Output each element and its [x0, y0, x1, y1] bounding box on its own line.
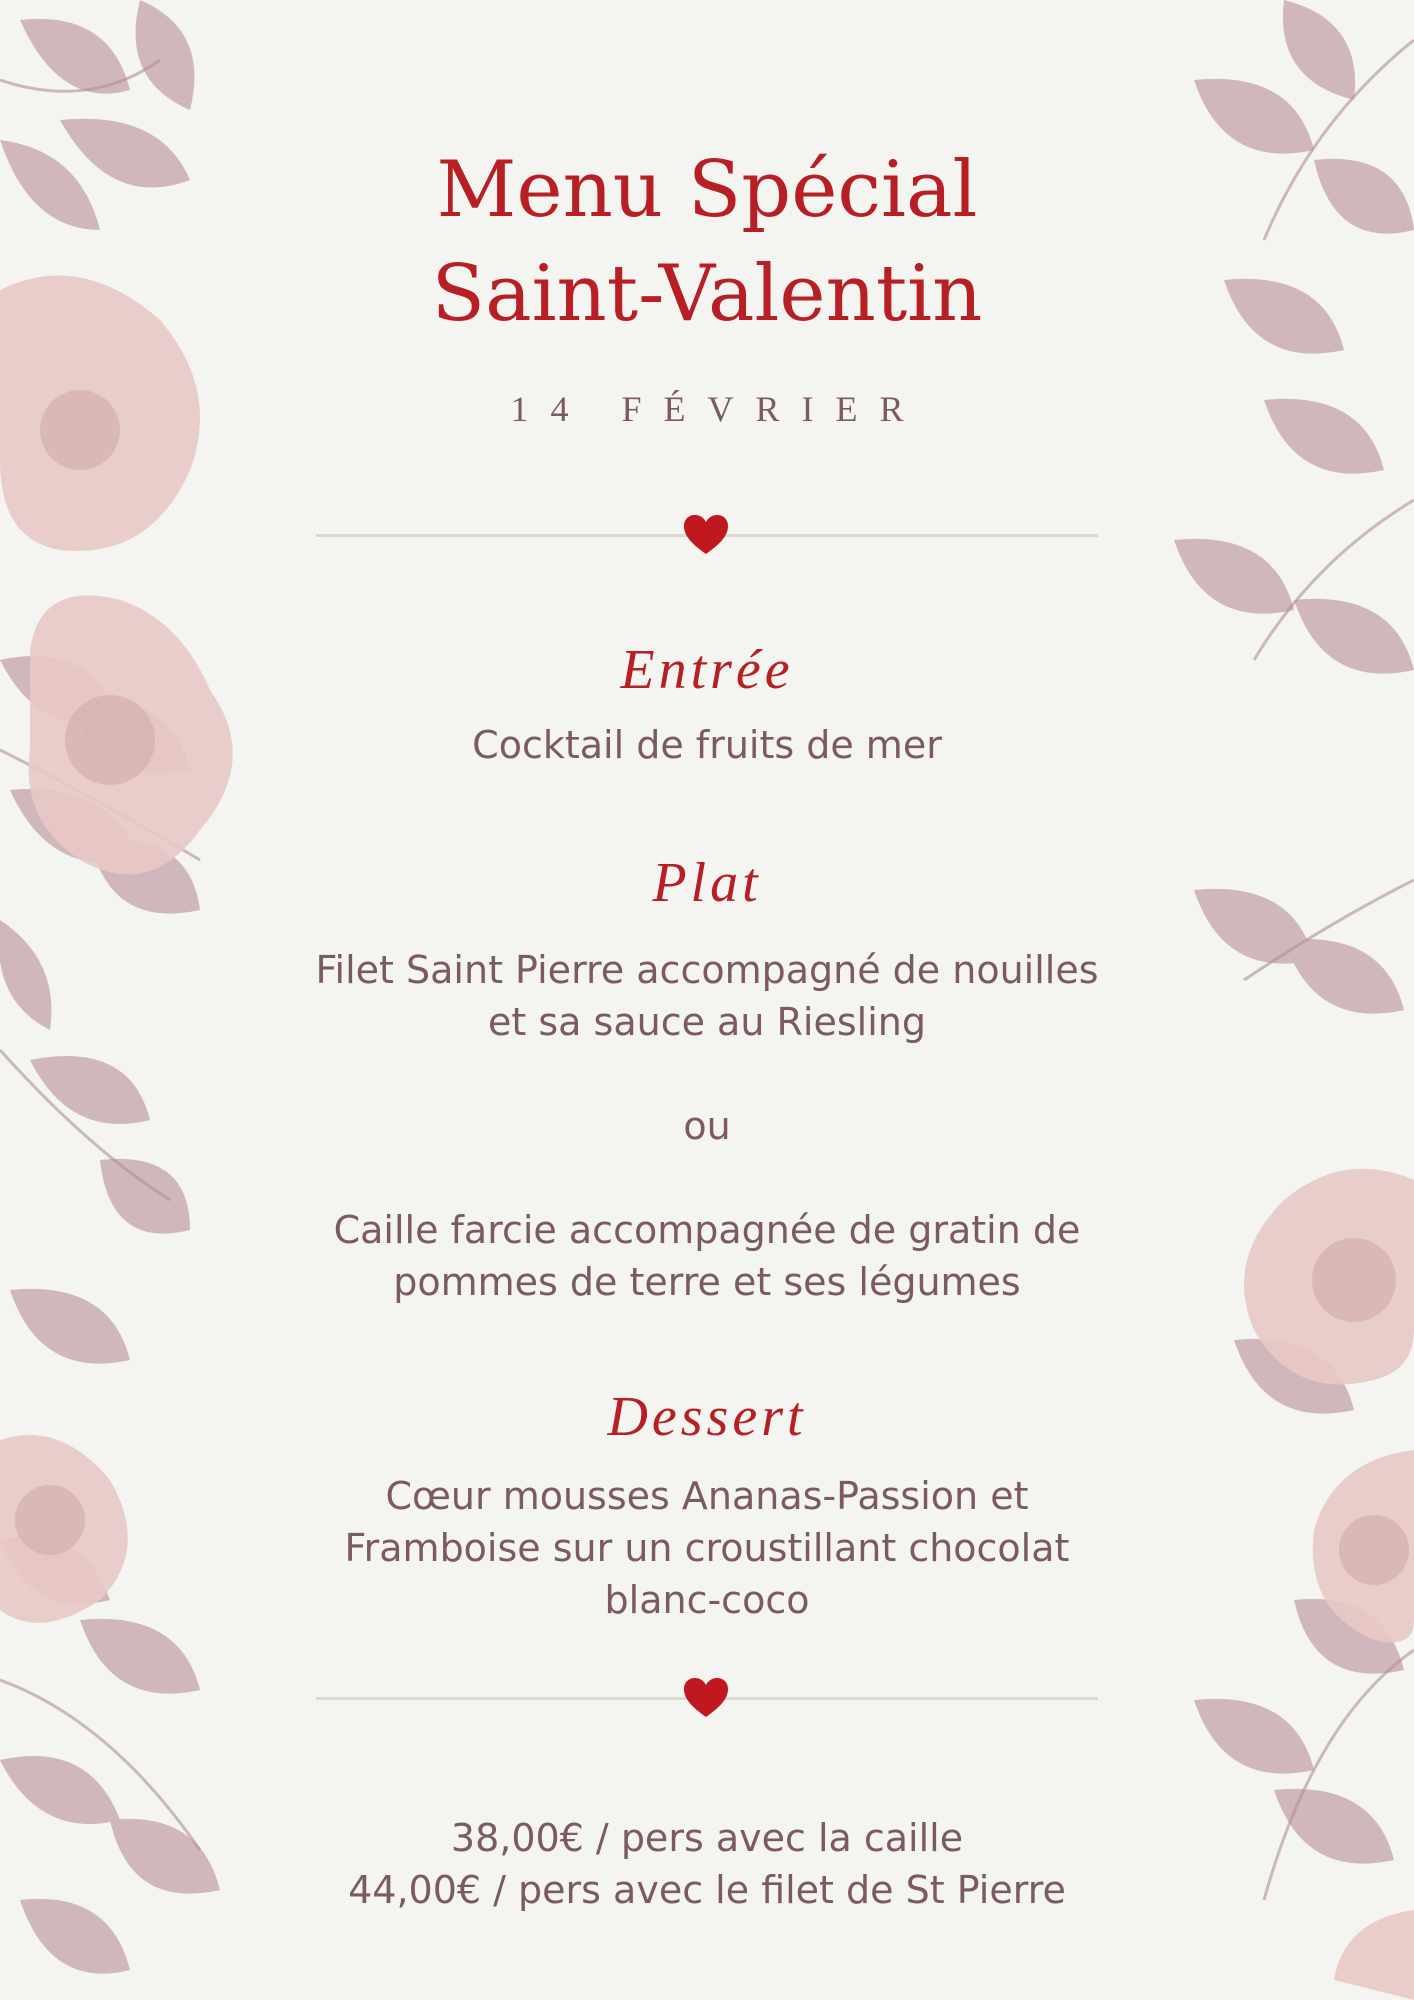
menu-title	[300, 138, 1114, 346]
menu-item-entree: Cocktail de fruits de mer	[472, 723, 942, 767]
menu-date: 14 FÉVRIER	[510, 389, 926, 429]
divider-bottom	[316, 1677, 1098, 1717]
menu-item-dessert-line-3: blanc-coco	[604, 1578, 810, 1622]
menu-item-dessert-line-1: Cœur mousses Ananas-Passion et	[385, 1474, 1029, 1518]
price-caille: 38,00€ / pers avec la caille	[450, 1816, 964, 1860]
section-title-plat: Plat	[652, 852, 762, 914]
section-title-dessert: Dessert	[607, 1386, 807, 1448]
menu-item-plat-1: Filet Saint Pierre accompagné de nouilles	[315, 948, 1099, 992]
menu-item-plat-1-line-2: et sa sauce au Riesling	[488, 1000, 926, 1044]
price-saint-pierre: 44,00€ / pers avec le filet de St Pierre	[348, 1868, 1066, 1912]
menu-title-line-1: Menu Spécial	[436, 145, 978, 235]
heart-icon	[683, 514, 729, 556]
heart-icon	[683, 1677, 729, 1719]
section-title-entree: Entrée	[620, 639, 794, 701]
divider-top	[316, 514, 1098, 554]
menu-item-plat-2: Caille farcie accompagnée de gratin de	[333, 1208, 1081, 1252]
menu-item-plat-or: ou	[683, 1104, 731, 1148]
menu-title-line-2: Saint-Valentin	[431, 249, 983, 339]
menu-item-dessert-line-2: Framboise sur un croustillant chocolat	[344, 1526, 1070, 1570]
menu-item-plat-2-line-2: pommes de terre et ses légumes	[393, 1260, 1021, 1304]
